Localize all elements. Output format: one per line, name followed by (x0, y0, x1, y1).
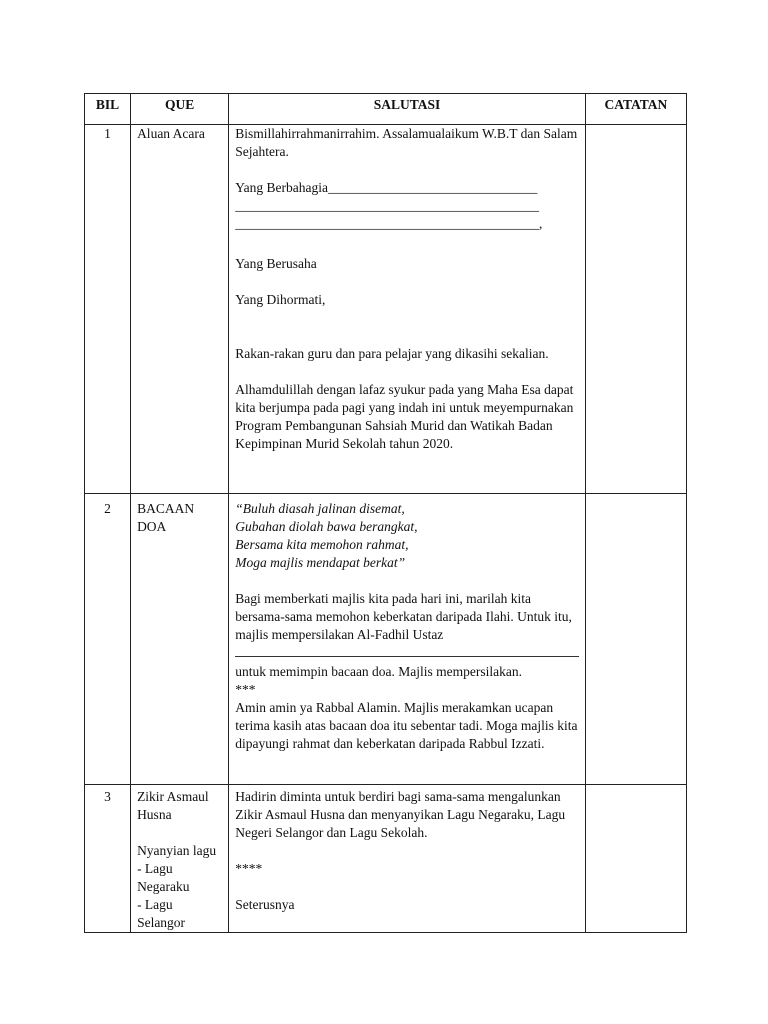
row-salutasi (229, 125, 586, 494)
pantun (235, 500, 579, 572)
row-salutasi (229, 494, 586, 785)
row-number: 1 (85, 125, 131, 494)
pantun-line: “Buluh diasah jalinan disemat, (235, 501, 405, 516)
blank-name-line (235, 644, 579, 657)
row-number: 3 (85, 785, 131, 933)
pantun-line: Gubahan diolah bawa berangkat, (235, 519, 418, 534)
table-row (85, 494, 687, 785)
salutasi-yang-berbahagia: Yang Berbahagia_______________________________ (235, 180, 538, 195)
header-que: QUE (131, 94, 229, 125)
salutasi-doa-invite: untuk memimpin bacaan doa. Majlis mempersilakan. (235, 664, 523, 679)
header-bil: BIL (85, 94, 131, 125)
salutasi-alhamdulillah: Alhamdulillah dengan lafaz syukur pada yang Maha Esa dapat kita berjumpa pada pagi yang indah ini untuk meyempurnakan Program Pembangunan Sahsiah Murid dan Watikah Badan Kepimpinan Murid Sekolah tahun 2020. (235, 382, 574, 451)
pantun-line: Bersama kita memohon rahmat, (235, 537, 409, 552)
separator-stars: *** (235, 682, 256, 697)
salutasi-opening: Bismillahirrahmanirrahim. Assalamualaikum W.B.T dan Salam Sejahtera. (235, 126, 578, 159)
salutasi-zikir: Hadirin diminta untuk berdiri bagi sama-sama mengalunkan Zikir Asmaul Husna dan menyanyikan Lagu Negaraku, Lagu Negeri Selangor dan Lagu Sekolah. (235, 789, 566, 840)
row-number: 2 (85, 494, 131, 785)
row-catatan (585, 494, 686, 785)
que-line: DOA (137, 519, 167, 534)
pantun-line: Moga majlis mendapat berkat” (235, 555, 406, 570)
que-line: - Lagu Selangor (137, 897, 186, 930)
que-line: - Lagu Negaraku (137, 861, 190, 894)
salutasi-doa-thanks: Amin amin ya Rabbal Alamin. Majlis merakamkan ucapan terima kasih atas bacaan doa itu sebentar tadi. Moga majlis kita dipayungi rahmat dan keberkatan daripada Rabbul Izzati. (235, 700, 578, 751)
table-header-row (85, 94, 687, 125)
salutasi-blank-line: _____________________________________________, (235, 216, 543, 231)
table-row (85, 785, 687, 933)
salutasi-yang-berusaha: Yang Berusaha (235, 256, 317, 271)
header-salutasi: SALUTASI (229, 94, 586, 125)
que-line: Zikir Asmaul Husna (137, 789, 209, 822)
que-line: Nyanyian lagu (137, 843, 217, 858)
salutasi-yang-dihormati: Yang Dihormati, (235, 292, 326, 307)
salutasi-blank-line: _____________________________________________ (235, 198, 539, 213)
que-line: BACAAN (137, 501, 195, 516)
row-catatan (585, 785, 686, 933)
row-salutasi (229, 785, 586, 933)
row-que (131, 494, 229, 785)
row-que (131, 785, 229, 933)
separator-stars: **** (235, 861, 263, 876)
salutasi-seterusnya: Seterusnya (235, 897, 295, 912)
salutasi-rakan: Rakan-rakan guru dan para pelajar yang dikasihi sekalian. (235, 346, 549, 361)
row-que: Aluan Acara (131, 125, 229, 494)
row-catatan (585, 125, 686, 494)
table-row (85, 125, 687, 494)
salutasi-doa-intro: Bagi memberkati majlis kita pada hari ini, marilah kita bersama-sama memohon keberkatan daripada Ilahi. Untuk itu, majlis mempersilakan Al-Fadhil Ustaz (235, 591, 572, 642)
header-catatan: CATATAN (585, 94, 686, 125)
program-script-table (84, 93, 687, 933)
